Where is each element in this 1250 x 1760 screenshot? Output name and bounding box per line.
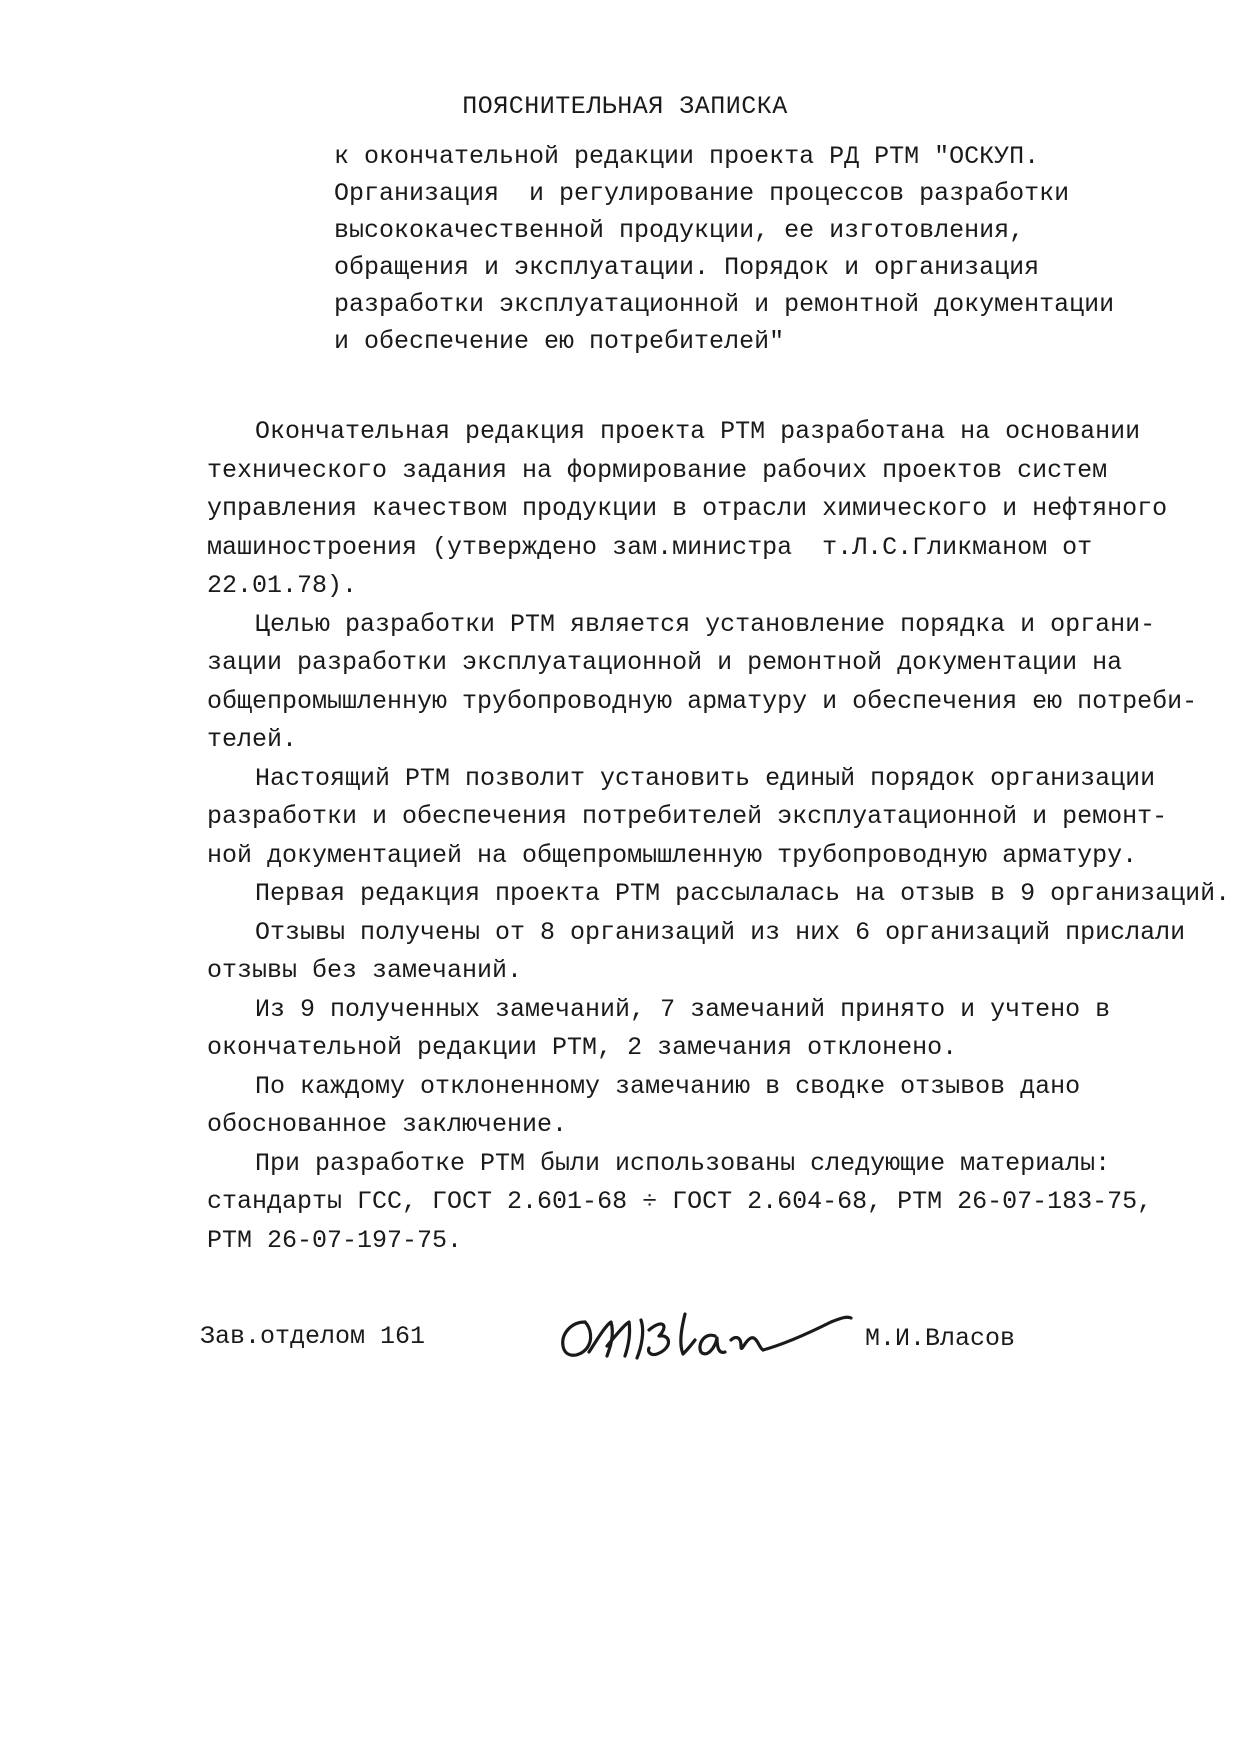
document-footer [200, 1300, 1100, 1380]
paragraph-reviews [207, 914, 1237, 991]
paragraph-first-edition [207, 875, 1237, 914]
handwritten-signature [545, 1300, 865, 1375]
subtitle-line: разработки эксплуатационной и ремонтной документации [334, 290, 1115, 319]
paragraph-line: Из 9 полученных замечаний, 7 замечаний принято и учтено в [255, 994, 1111, 1024]
paragraph-line: 22.01.78). [207, 571, 358, 600]
paragraph-line: Настоящий РТМ позволит установить единый порядок организации [255, 763, 1156, 793]
paragraph-comments [207, 991, 1237, 1068]
paragraph-line: РТМ 26-07-197-75. [207, 1225, 463, 1255]
paragraph-line: отзывы без замечаний. [207, 956, 523, 985]
paragraph-line: обоснованное заключение. [207, 1110, 568, 1139]
paragraph-line: стандарты ГСС, ГОСТ 2.601-68 ÷ ГОСТ 2.604-68, РТМ 26-07-183-75, [207, 1187, 1153, 1216]
paragraph-basis [207, 413, 1237, 606]
paragraph-line: общепромышленную трубопроводную арматуру и обеспечения ею потреби- [207, 686, 1198, 716]
paragraph-rejected [207, 1068, 1237, 1145]
document-subtitle [334, 138, 1164, 360]
paragraph-purpose [207, 760, 1237, 876]
paragraph-line: зации разработки эксплуатационной и ремонтной документации на [207, 648, 1123, 677]
paragraph-line: Окончательная редакция проекта РТМ разработана на основании [255, 417, 1141, 446]
paragraph-line: разработки и обеспечения потребителей эксплуатационной и ремонт- [207, 802, 1168, 831]
document-title: ПОЯСНИТЕЛЬНАЯ ЗАПИСКА [462, 92, 788, 121]
paragraph-line: При разработке РТМ были использованы следующие материалы: [255, 1148, 1111, 1178]
paragraph-line: Первая редакция проекта РТМ рассылалась на отзыв в 9 организаций. [255, 879, 1231, 908]
paragraph-line: Отзывы получены от 8 организаций из них 6 организаций прислали [255, 917, 1186, 947]
paragraph-line: технического задания на формирование рабочих проектов систем [207, 455, 1108, 485]
subtitle-line: к окончательной редакции проекта РД РТМ "ОСКУП. [334, 142, 1040, 171]
paragraph-line: машиностроения (утверждено зам.министра т.Л.С.Гликманом от [207, 532, 1093, 562]
subtitle-line: и обеспечение ею потребителей" [334, 327, 785, 356]
paragraph-line: Целью разработки РТМ является установление порядка и органи- [255, 609, 1156, 639]
subtitle-line: обращения и эксплуатации. Порядок и организация [334, 253, 1040, 282]
paragraph-line: управления качеством продукции в отрасли химического и нефтяного [207, 494, 1168, 523]
paragraph-line: По каждому отклоненному замечанию в сводке отзывов дано [255, 1071, 1081, 1101]
document-body [207, 413, 1237, 1260]
paragraph-line: телей. [207, 725, 298, 754]
paragraph-goal [207, 606, 1237, 760]
paragraph-materials [207, 1145, 1237, 1261]
subtitle-line: Организация и регулирование процессов разработки [334, 179, 1070, 208]
paragraph-line: ной документацией на общепромышленную трубопроводную арматуру. [207, 840, 1138, 870]
paragraph-line: окончательной редакции РТМ, 2 замечания отклонено. [207, 1033, 958, 1062]
subtitle-line: высококачественной продукции, ее изготовления, [334, 216, 1025, 245]
signatory-name: М.И.Власов [865, 1324, 1016, 1353]
signatory-position: Зав.отделом 161 [200, 1322, 426, 1351]
